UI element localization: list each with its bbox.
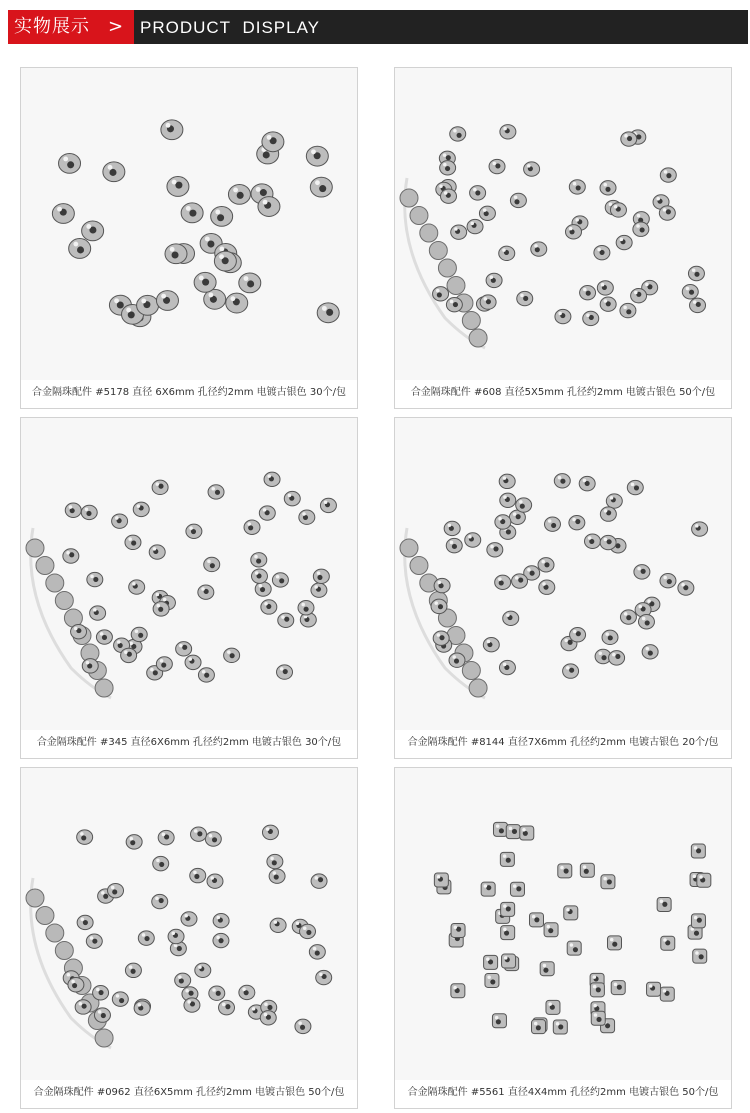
- product-photo: [21, 68, 357, 380]
- product-caption: 合金隔珠配件 #345 直径6X6mm 孔径约2mm 电镀古银色 30个/包: [36, 737, 342, 748]
- bead-cluster: [395, 768, 731, 1080]
- product-card-5178: [20, 67, 358, 409]
- product-caption: 合金隔珠配件 #0962 直径6X5mm 孔径约2mm 电镀古银色 50个/包: [33, 1087, 345, 1098]
- product-card-345: [20, 417, 358, 759]
- chevron-right-icon: >: [108, 16, 124, 37]
- product-photo: [395, 68, 731, 380]
- header-cn-block: [8, 10, 134, 44]
- product-photo: [395, 768, 731, 1080]
- bead-cluster: [395, 418, 731, 730]
- bead-cluster: [395, 68, 731, 380]
- header-title-cn: 实物展示: [14, 16, 90, 37]
- product-caption: 合金隔珠配件 #608 直径5X5mm 孔径约2mm 电镀古银色 50个/包: [410, 387, 716, 398]
- product-card-608: [394, 67, 732, 409]
- product-card-0962: [20, 767, 358, 1109]
- bead-cluster: [21, 418, 357, 730]
- section-header: [8, 10, 748, 44]
- product-photo: [21, 768, 357, 1080]
- product-photo: [395, 418, 731, 730]
- bead-cluster: [21, 68, 357, 380]
- product-caption: 合金隔珠配件 #8144 直径7X6mm 孔径约2mm 电镀古银色 20个/包: [407, 737, 719, 748]
- bead-cluster: [21, 768, 357, 1080]
- product-caption: 合金隔珠配件 #5561 直径4X4mm 孔径约2mm 电镀古银色 50个/包: [407, 1087, 719, 1098]
- product-photo: [21, 418, 357, 730]
- product-card-5561: [394, 767, 732, 1109]
- product-card-8144: [394, 417, 732, 759]
- header-title-en: PRODUCT DISPLAY: [140, 18, 321, 37]
- product-caption: 合金隔珠配件 #5178 直径 6X6mm 孔径约2mm 电镀古银色 30个/包: [32, 387, 346, 398]
